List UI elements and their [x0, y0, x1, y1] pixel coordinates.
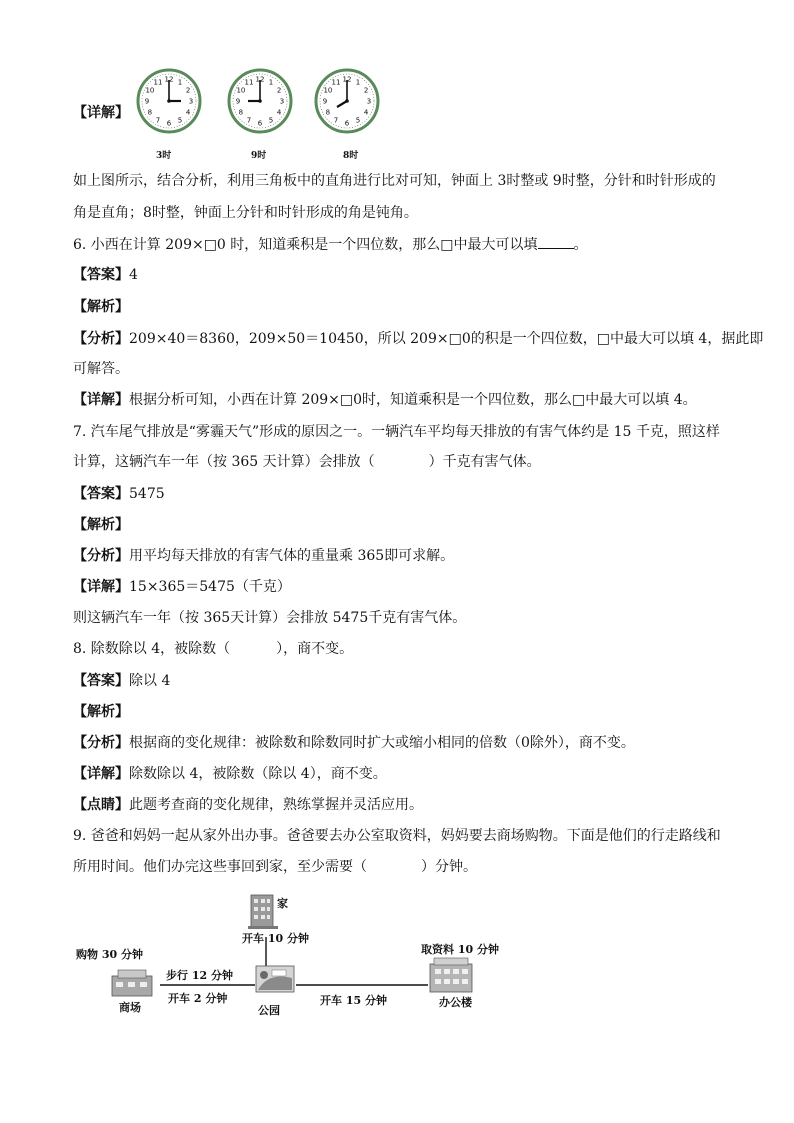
mall-building-icon [112, 970, 152, 996]
clock-numeral: 4 [363, 108, 369, 117]
q7-xiangjie-text: 15×365＝5475（千克） [129, 579, 291, 595]
q7-conclusion: 则这辆汽车一年（按 365天计算）会排放 5475千克有害气体。 [73, 610, 467, 626]
q7-xiangjie-tag: 【详解】 [73, 579, 129, 595]
map-walk: 步行 12 分钟 [166, 969, 233, 982]
clock-numeral: 9 [322, 97, 328, 106]
q6-xiangjie-tag: 【详解】 [73, 392, 129, 408]
clock-numeral: 8 [325, 108, 331, 117]
clock-numeral: 9 [144, 97, 150, 106]
map-park-label: 公园 [258, 1004, 280, 1017]
q8-fenxi-tag: 【分析】 [73, 735, 129, 751]
clock-label-8: 8时 [343, 151, 359, 161]
map-fetch-time: 取资料 10 分钟 [421, 943, 499, 956]
clock-numeral: 12 [255, 75, 265, 84]
q7-question-end: ）千克有害气体。 [428, 454, 541, 470]
clock-numeral: 12 [342, 75, 352, 84]
q8-dianjing-tag: 【点睛】 [73, 797, 129, 813]
clock-numeral: 3 [279, 97, 285, 106]
q9-question-end: ）分钟。 [421, 859, 477, 875]
q6-jiexi-tag: 【解析】 [73, 299, 129, 315]
park-icon [256, 966, 294, 992]
intro-line-2: 角是直角；8时整，钟面上分针和时针形成的角是钝角。 [73, 205, 418, 221]
q6-answer-value: 4 [129, 267, 138, 283]
q6-fenxi-tag: 【分析】 [73, 331, 129, 347]
q8-xiangjie-tag: 【详解】 [73, 766, 129, 782]
clock-numeral: 6 [257, 119, 263, 128]
q6-fenxi-text: 209×40＝8360，209×50＝10450，所以 209×□0的积是一个四位数，□中最大可以填 4，据此即 [129, 331, 764, 347]
clock-numeral: 6 [344, 119, 350, 128]
detail-tag: 【详解】 [73, 105, 129, 121]
clock-numeral: 5 [177, 116, 183, 125]
clock-numeral: 11 [331, 78, 341, 87]
q6-question-end: 。 [573, 237, 588, 253]
q7-fenxi-text: 用平均每天排放的有害气体的重量乘 365即可求解。 [129, 548, 455, 564]
intro-line-1: 如上图所示，结合分析，利用三角板中的直角进行比对可知，钟面上 3时整或 9时整，分针和时针形成的 [73, 173, 716, 189]
clock-numeral: 1 [177, 78, 183, 87]
q7-fenxi-tag: 【分析】 [73, 548, 129, 564]
clock-numeral: 8 [238, 108, 244, 117]
q6-answer-tag: 【答案】 [73, 267, 129, 283]
clock-numeral: 8 [147, 108, 153, 117]
clock-numeral: 7 [333, 116, 339, 125]
q6-xiangjie-text: 根据分析可知，小西在计算 209×□0时，知道乘积是一个四位数，那么□中最大可以填 4。 [129, 392, 697, 408]
clock-numeral: 3 [188, 97, 194, 106]
clock-label-9: 9时 [251, 151, 267, 161]
clock-numeral: 10 [145, 86, 155, 95]
map-shopping-time: 购物 30 分钟 [76, 948, 143, 961]
q9-question-line-1: 9. 爸爸和妈妈一起从家外出办事。爸爸要去办公室取资料，妈妈要去商场购物。下面是他们的行走路线和 [73, 828, 721, 844]
q8-answer-value: 除以 4 [129, 673, 171, 689]
clock-numeral: 11 [244, 78, 254, 87]
clock-numeral: 5 [355, 116, 361, 125]
clock-numeral: 10 [323, 86, 333, 95]
clock-numeral: 2 [276, 86, 282, 95]
q7-answer-tag: 【答案】 [73, 486, 129, 502]
q8-dianjing-text: 此题考查商的变化规律，熟练掌握并灵活应用。 [129, 797, 423, 813]
map-drive-office: 开车 15 分钟 [320, 994, 387, 1007]
clock-numeral: 9 [235, 97, 241, 106]
clock-numeral: 7 [155, 116, 161, 125]
clock-numeral: 2 [185, 86, 191, 95]
home-building-icon [248, 895, 278, 929]
map-home-drive: 开车 10 分钟 [242, 932, 309, 945]
q7-jiexi-tag: 【解析】 [73, 517, 129, 533]
office-building-icon [430, 958, 472, 992]
q8-fenxi-text: 根据商的变化规律：被除数和除数同时扩大或缩小相同的倍数（0除外），商不变。 [129, 735, 635, 751]
q8-answer-tag: 【答案】 [73, 673, 129, 689]
clock-numeral: 2 [363, 86, 369, 95]
clock-numeral: 10 [236, 86, 246, 95]
clock-numeral: 4 [185, 108, 191, 117]
clock-numeral: 1 [355, 78, 361, 87]
map-home-label: 家 [277, 897, 288, 910]
q8-question-text: 8. 除数除以 4，被除数（ [73, 641, 231, 657]
q6-question-text: 6. 小西在计算 209×□0 时，知道乘积是一个四位数，那么□中最大可以填 [73, 237, 538, 253]
clock-numeral: 5 [268, 116, 274, 125]
q6-fenxi-line-2: 可解答。 [73, 361, 129, 377]
map-drive-mall: 开车 2 分钟 [168, 992, 228, 1005]
clock-numeral: 11 [153, 78, 163, 87]
q8-question-end: ），商不变。 [276, 641, 354, 657]
q7-answer-value: 5475 [129, 486, 165, 502]
clock-numeral: 7 [246, 116, 252, 125]
map-office-label: 办公楼 [439, 996, 472, 1009]
clock-numeral: 3 [366, 97, 372, 106]
clock-numeral: 1 [268, 78, 274, 87]
clock-numeral: 6 [166, 119, 172, 128]
q9-question-text: 所用时间。他们办完这些事回到家，至少需要（ [73, 859, 367, 875]
q8-xiangjie-text: 除数除以 4，被除数（除以 4），商不变。 [129, 766, 387, 782]
clock-label-3: 3时 [156, 151, 172, 161]
q8-jiexi-tag: 【解析】 [73, 704, 129, 720]
q7-question-text: 计算，这辆汽车一年（按 365 天计算）会排放（ [73, 454, 375, 470]
map-mall-label: 商场 [119, 1001, 141, 1014]
clock-numeral: 12 [164, 75, 174, 84]
q7-question-line-1: 7. 汽车尾气排放是“雾霾天气”形成的原因之一。一辆汽车平均每天排放的有害气体约是 15 千克，照这样 [73, 424, 720, 440]
clock-numeral: 4 [276, 108, 282, 117]
